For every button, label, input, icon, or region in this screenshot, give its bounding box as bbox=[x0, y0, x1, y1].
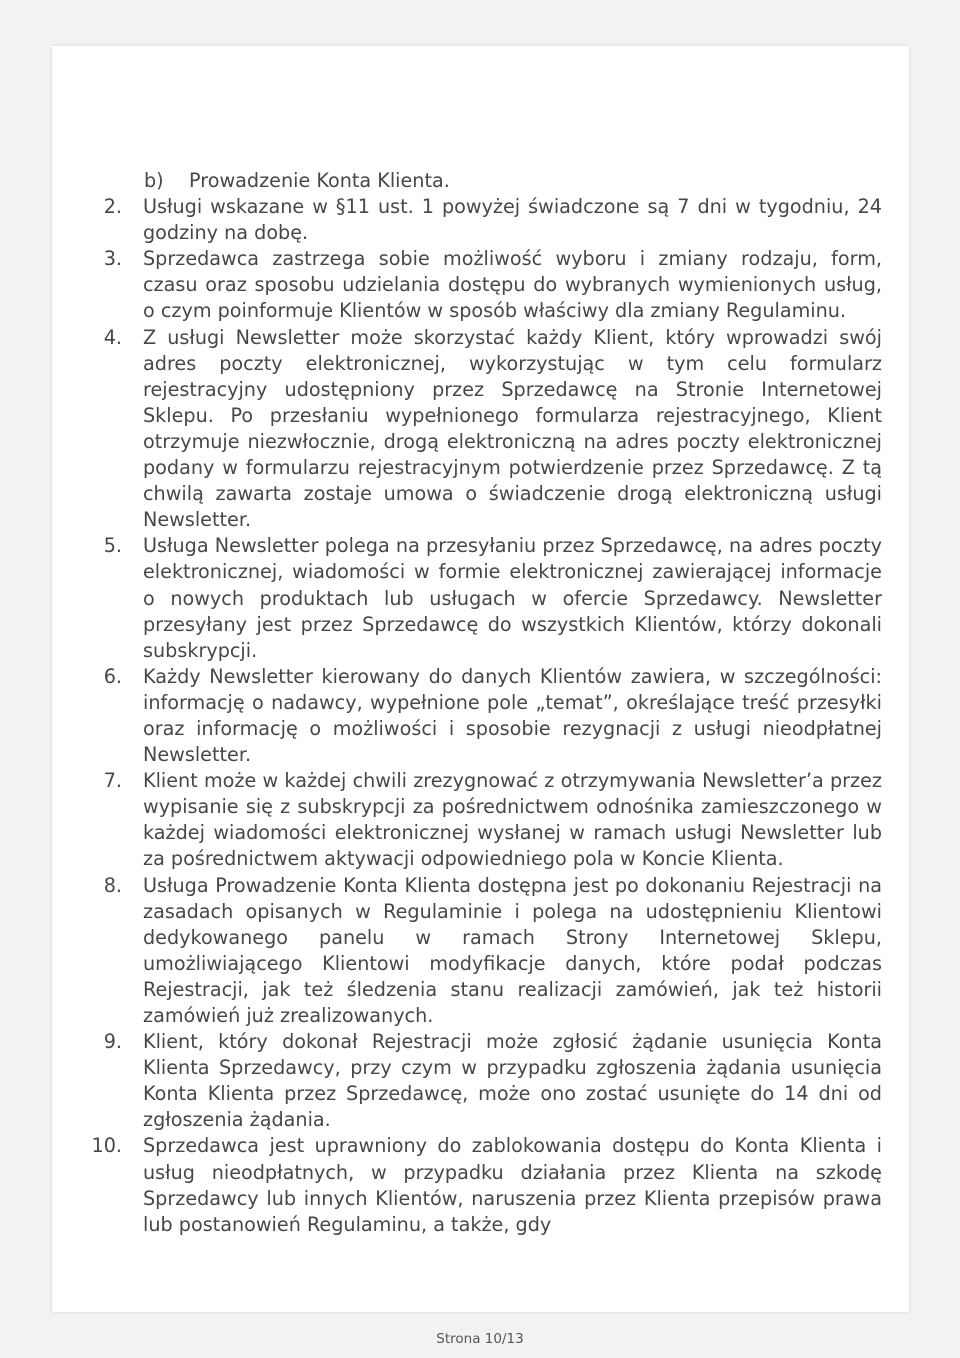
document-page bbox=[52, 46, 909, 1312]
list-number: 10. bbox=[91, 1134, 122, 1158]
list-number: 3. bbox=[103, 247, 122, 271]
list-item-9 bbox=[52, 1029, 909, 1133]
list-item-10 bbox=[52, 1133, 909, 1237]
list-item-text: Usługi wskazane w §11 ust. 1 powyżej świadczone są 7 dni w tygodniu, 24 godziny na dobę. bbox=[143, 195, 882, 245]
list-item-5 bbox=[52, 533, 909, 663]
list-item-4 bbox=[52, 325, 909, 534]
list-number: 5. bbox=[103, 534, 122, 558]
list-item-6 bbox=[52, 664, 909, 768]
list-item-text: Klient, który dokonał Rejestracji może zgłosić żądanie usunięcia Konta Klienta Sprzedawcy, przy czym w przypadku zgłoszenia żądania usunięcia Konta Klienta przez Sprzedawcę, może ono zostać usunięte do 14 dni od zgłoszenia żądania. bbox=[143, 1030, 882, 1132]
list-item-text: Prowadzenie Konta Klienta. bbox=[189, 169, 450, 192]
list-item-text: Sprzedawca jest uprawniony do zablokowania dostępu do Konta Klienta i usług nieodpłatnych, w przypadku działania przez Klienta na szkodę Sprzedawcy lub innych Klientów, naruszenia przez Klienta przepisów prawa lub postanowień Regulaminu, a także, gdy bbox=[143, 1134, 882, 1236]
list-number: 6. bbox=[103, 664, 122, 688]
list-item-7 bbox=[52, 768, 909, 872]
list-item-8 bbox=[52, 873, 909, 1030]
list-item-text: Sprzedawca zastrzega sobie możliwość wyboru i zmiany rodzaju, form, czasu oraz sposobu udzielania dostępu do wybranych wymienionych usług, o czym poinformuje Klientów w sposób właściwy dla zmiany Regulaminu. bbox=[143, 247, 882, 323]
page-number: Strona 10/13 bbox=[436, 1331, 524, 1347]
list-item-text: Klient może w każdej chwili zrezygnować z otrzymywania Newsletter’a przez wypisanie się z subskrypcji za pośrednictwem odnośnika zamieszczonego w każdej wiadomości elektronicznej wysłanej w ramach usługi Newsletter lub za pośrednictwem aktywacji odpowiedniego pola w Koncie Klienta. bbox=[143, 769, 882, 871]
list-item-text: Usługa Newsletter polega na przesyłaniu przez Sprzedawcę, na adres poczty elektronicznej, wiadomości w formie elektronicznej zawierającej informacje o nowych produktach lub usługach w ofercie Sprzedawcy. Newsletter przesyłany jest przez Sprzedawcę do wszystkich Klientów, którzy dokonali subskrypcji. bbox=[143, 534, 882, 662]
list-number: 9. bbox=[103, 1030, 122, 1054]
list-item-b bbox=[52, 168, 909, 194]
list-item-2 bbox=[52, 194, 909, 246]
list-item-text: Każdy Newsletter kierowany do danych Klientów zawiera, w szczególności: informację o nadawcy, wypełnione pole „temat”, określające treść przesyłki oraz informację o możliwości i sposobie rezygnacji z usługi nieodpłatnej Newsletter. bbox=[143, 664, 882, 767]
list-item-3 bbox=[52, 246, 909, 324]
list-item-text: Z usługi Newsletter może skorzystać każdy Klient, który wprowadzi swój adres poczty elektronicznej, wykorzystując w tym celu formularz rejestracyjny udostępniony przez Sprzedawcę na Stronie Internetowej Sklepu. Po przesłaniu wypełnionego formularza rejestracyjnego, Klient otrzymuje niezwłocznie, drogą elektroniczną na adres poczty elektronicznej podany w formularzu rejestracyjnym potwierdzenie przez Sprzedawcę. Z tą chwilą zawarta zostaje umowa o świadczenie drogą elektroniczną usługi Newsletter. bbox=[143, 325, 882, 532]
list-item-text: Usługa Prowadzenie Konta Klienta dostępna jest po dokonaniu Rejestracji na zasadach opisanych w Regulaminie i polega na udostępnieniu Klientowi dedykowanego panelu w ramach Strony Internetowej Sklepu, umożliwiającego Klientowi modyfikacje danych, które podał podczas Rejestracji, jak też śledzenia stanu realizacji zamówień, jak też historii zamówień już zrealizowanych. bbox=[143, 873, 882, 1027]
list-marker: b) bbox=[144, 169, 164, 192]
list-number: 7. bbox=[103, 769, 122, 793]
list-number: 8. bbox=[103, 873, 122, 897]
document-content bbox=[52, 168, 909, 1238]
list-number: 4. bbox=[103, 325, 122, 349]
list-number: 2. bbox=[103, 195, 122, 219]
